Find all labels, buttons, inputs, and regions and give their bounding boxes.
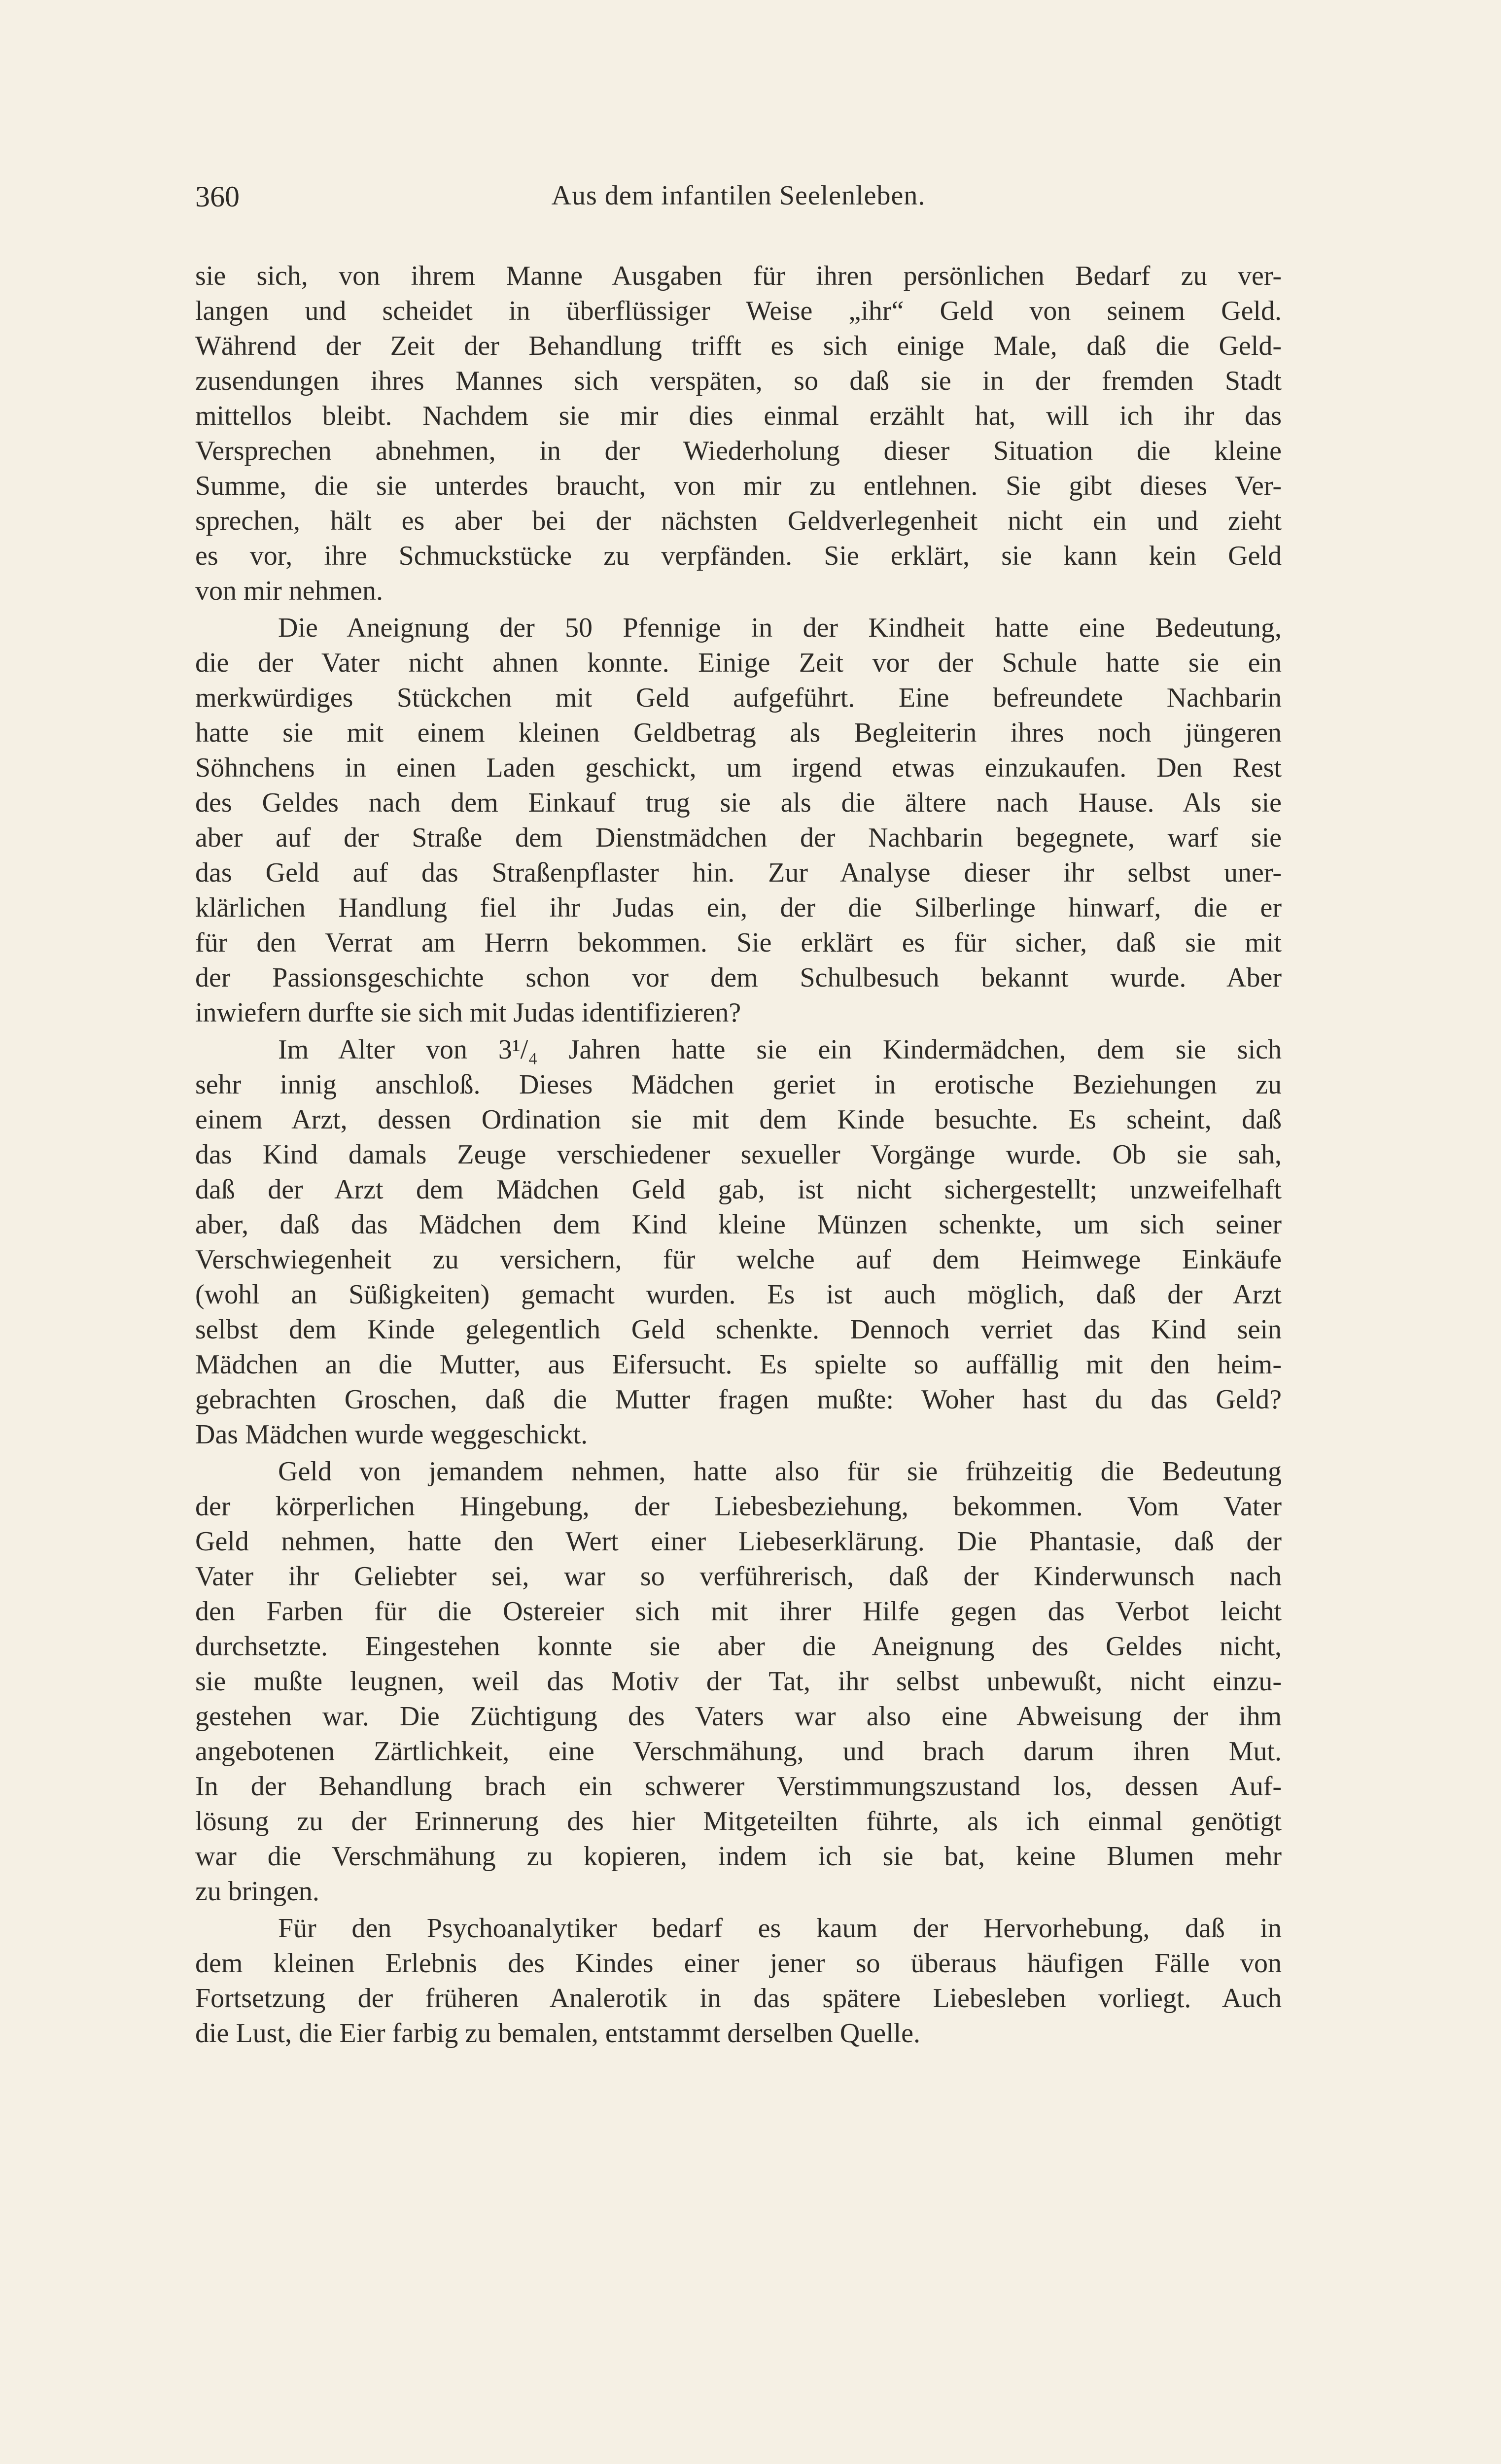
paragraph — [195, 611, 1282, 1030]
text-line: gebrachten Groschen, daß die Mutter fragen mußte: Woher hast du das Geld? — [195, 1384, 1282, 1415]
text-line: sie mußte leugnen, weil das Motiv der Tat, ihr selbst unbewußt, nicht einzu- — [195, 1666, 1282, 1697]
text-line: die der Vater nicht ahnen konnte. Einige Zeit vor der Schule hatte sie ein — [195, 648, 1282, 678]
text-line: das Kind damals Zeuge verschiedener sexueller Vorgänge wurde. Ob sie sah, — [195, 1139, 1282, 1170]
text-line: Geld von jemandem nehmen, hatte also für sie frühzeitig die Bedeutung — [278, 1456, 1282, 1487]
text-line: Verschwiegenheit zu versichern, für welche auf dem Heimwege Einkäufe — [195, 1244, 1282, 1275]
text-line: die Lust, die Eier farbig zu bemalen, entstammt derselben Quelle. — [195, 2018, 921, 2049]
text-line: Versprechen abnehmen, in der Wiederholung dieser Situation die kleine — [195, 436, 1282, 466]
text-line: mittellos bleibt. Nachdem sie mir dies einmal erzählt hat, will ich ihr das — [195, 401, 1282, 431]
text-line: Fortsetzung der früheren Analerotik in das spätere Liebesleben vorliegt. Auch — [195, 1983, 1282, 2014]
text-line: das Geld auf das Straßenpflaster hin. Zur Analyse dieser ihr selbst uner- — [195, 857, 1282, 888]
text-line: einem Arzt, dessen Ordination sie mit dem Kinde besuchte. Es scheint, daß — [195, 1104, 1282, 1135]
text-line: zu bringen. — [195, 1876, 319, 1907]
text-line: Söhnchens in einen Laden geschickt, um irgend etwas einzukaufen. Den Rest — [195, 753, 1282, 783]
text-line: Mädchen an die Mutter, aus Eifersucht. Es spielte so auffällig mit den heim- — [195, 1349, 1282, 1380]
text-line: merkwürdiges Stückchen mit Geld aufgeführt. Eine befreundete Nachbarin — [195, 683, 1282, 713]
text-line: Für den Psychoanalytiker bedarf es kaum der Hervorhebung, daß in — [278, 1913, 1282, 1944]
running-title: Aus dem infantilen Seelenleben. — [551, 180, 926, 211]
text-line: aber auf der Straße dem Dienstmädchen der Nachbarin begegnete, warf sie — [195, 822, 1282, 853]
text-line: inwiefern durfte sie sich mit Judas identifizieren? — [195, 997, 741, 1028]
text-line: durchsetzte. Eingestehen konnte sie aber die Aneignung des Geldes nicht, — [195, 1631, 1282, 1662]
text-line: angebotenen Zärtlichkeit, eine Verschmähung, und brach darum ihren Mut. — [195, 1736, 1282, 1767]
text-line: der körperlichen Hingebung, der Liebesbeziehung, bekommen. Vom Vater — [195, 1491, 1282, 1522]
text-line: daß der Arzt dem Mädchen Geld gab, ist nicht sichergestellt; unzweifelhaft — [195, 1174, 1282, 1205]
paragraph — [195, 1032, 1282, 1452]
text-line: klärlichen Handlung fiel ihr Judas ein, der die Silberlinge hinwarf, die er — [195, 892, 1282, 923]
text-line: aber, daß das Mädchen dem Kind kleine Münzen schenkte, um sich seiner — [195, 1209, 1282, 1240]
text-line: für den Verrat am Herrn bekommen. Sie erklärt es für sicher, daß sie mit — [195, 927, 1282, 958]
text-line: zusendungen ihres Mannes sich verspäten, so daß sie in der fremden Stadt — [195, 366, 1282, 396]
text-line: langen und scheidet in überflüssiger Weise „ihr“ Geld von seinem Geld. — [195, 296, 1282, 326]
text-line: lösung zu der Erinnerung des hier Mitgeteilten führte, als ich einmal genötigt — [195, 1806, 1282, 1837]
text-line: selbst dem Kinde gelegentlich Geld schenkte. Dennoch verriet das Kind sein — [195, 1314, 1282, 1345]
text-line: war die Verschmähung zu kopieren, indem ich sie bat, keine Blumen mehr — [195, 1841, 1282, 1872]
text-line: gestehen war. Die Züchtigung des Vaters war also eine Abweisung der ihm — [195, 1701, 1282, 1732]
paragraph — [195, 1911, 1282, 2051]
text-line: es vor, ihre Schmuckstücke zu verpfänden. Sie erklärt, sie kann kein Geld — [195, 541, 1282, 571]
text-line: sprechen, hält es aber bei der nächsten Geldverlegenheit nicht ein und zieht — [195, 506, 1282, 536]
text-line: sie sich, von ihrem Manne Ausgaben für ihren persönlichen Bedarf zu ver- — [195, 261, 1282, 291]
text-line: Vater ihr Geliebter sei, war so verführerisch, daß der Kinderwunsch nach — [195, 1561, 1282, 1592]
text-line: Das Mädchen wurde weggeschickt. — [195, 1419, 588, 1450]
text-line: den Farben für die Ostereier sich mit ihrer Hilfe gegen das Verbot leicht — [195, 1596, 1282, 1627]
page-header — [195, 180, 1282, 219]
text-line: hatte sie mit einem kleinen Geldbetrag als Begleiterin ihres noch jüngeren — [195, 718, 1282, 748]
text-line: der Passionsgeschichte schon vor dem Schulbesuch bekannt wurde. Aber — [195, 962, 1282, 993]
text-line: sehr innig anschloß. Dieses Mädchen geriet in erotische Beziehungen zu — [195, 1069, 1282, 1100]
body-text — [195, 259, 1282, 2051]
text-line: In der Behandlung brach ein schwerer Verstimmungszustand los, dessen Auf- — [195, 1771, 1282, 1802]
text-line: Summe, die sie unterdes braucht, von mir zu entlehnen. Sie gibt dieses Ver- — [195, 471, 1282, 501]
text-line: (wohl an Süßigkeiten) gemacht wurden. Es ist auch möglich, daß der Arzt — [195, 1279, 1282, 1310]
text-line: dem kleinen Erlebnis des Kindes einer jener so überaus häufigen Fälle von — [195, 1948, 1282, 1979]
text-line: des Geldes nach dem Einkauf trug sie als die ältere nach Hause. Als sie — [195, 787, 1282, 818]
text-line: Geld nehmen, hatte den Wert einer Liebeserklärung. Die Phantasie, daß der — [195, 1526, 1282, 1557]
text-line: Im Alter von 3¹/₄ Jahren hatte sie ein Kindermädchen, dem sie sich — [278, 1034, 1282, 1065]
text-line: von mir nehmen. — [195, 576, 384, 606]
paragraph — [195, 1454, 1282, 1909]
page-number: 360 — [195, 180, 240, 213]
text-line: Während der Zeit der Behandlung trifft es sich einige Male, daß die Geld- — [195, 331, 1282, 361]
text-line: Die Aneignung der 50 Pfennige in der Kindheit hatte eine Bedeutung, — [278, 613, 1282, 643]
paragraph — [195, 259, 1282, 609]
